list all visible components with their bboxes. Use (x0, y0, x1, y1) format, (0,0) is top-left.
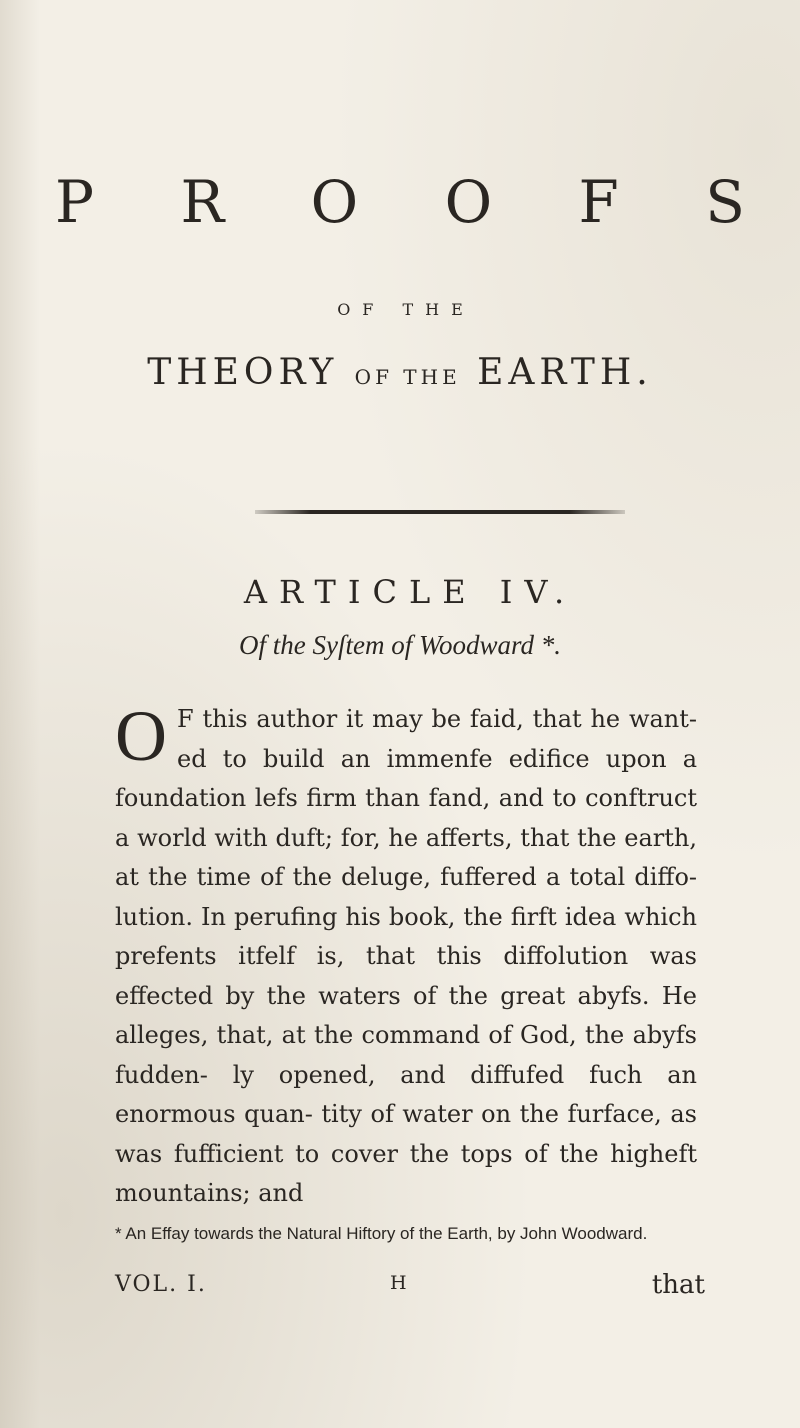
catchword: that (651, 1270, 705, 1300)
body-text: F this author it may be faid, that he want- ed to build an immenfe edifice upon a foundation lefs firm than fand, and to conftruct a world with duft; for, he afferts, that the earth, at the time of the deluge, fuffered a total diffo- lution. In perufing his book, the firft idea which prefents itfelf is, that this diffolution was effected by the waters of the great abyfs. He alleges, that, at the command of God, the abyfs fudden- ly opened, and diffufed fuch an enormous quan- tity of water on the furface, as was fufficient to cover the tops of the higheft mountains; and (115, 705, 697, 1207)
signature-mark: H (390, 1272, 407, 1294)
drop-cap: O (115, 696, 167, 776)
page-footer (115, 1272, 705, 1306)
article-subtitle: Of the Syſtem of Woodward *. (239, 630, 561, 660)
body-paragraph (115, 696, 697, 1214)
article-heading: ARTICLE IV. (243, 573, 577, 611)
decorative-rule (255, 510, 625, 514)
footnote: * An Effay towards the Natural Hiftory of the Earth, by John Woodward. (115, 1224, 648, 1243)
title-proofs: P R O O F S (55, 168, 779, 236)
title-theory-word: THEORY (147, 352, 339, 393)
title-of-the-small: OF THE (354, 365, 461, 389)
volume-label: VOL. I. (115, 1272, 207, 1297)
title-of-the: OF THE (337, 300, 475, 319)
title-earth-word: EARTH. (477, 352, 653, 393)
title-theory-of-the-earth (0, 352, 800, 393)
